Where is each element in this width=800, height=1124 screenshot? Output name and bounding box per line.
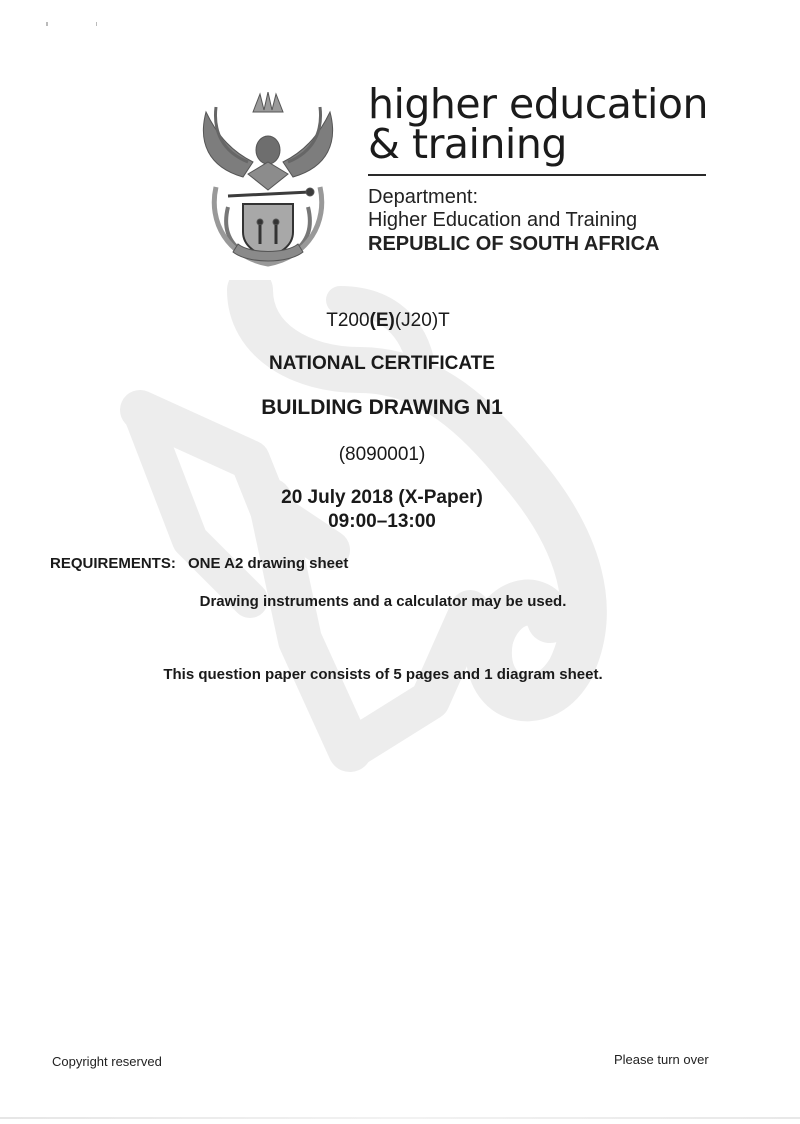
requirements-label: REQUIREMENTS: [50,555,176,572]
brand-title-line1: higher education [368,80,708,128]
department-name: Higher Education and Training [368,209,638,231]
country-name: REPUBLIC OF SOUTH AFRICA [368,233,660,255]
scan-artifact [96,22,97,26]
subject-code: (8090001) [338,444,426,465]
brand-divider [368,174,706,176]
exam-date: 20 July 2018 (X-Paper) [281,487,483,508]
paper-code [0,310,788,332]
subject-title: BUILDING DRAWING N1 [261,396,503,419]
paper-code-prefix: T200 [326,310,370,331]
turn-over-notice: Please turn over [614,1052,709,1067]
page-count-notice: This question paper consists of 5 pages and 1 diagram sheet. [163,666,603,683]
scan-artifact [46,22,48,26]
requirements-value: ONE A2 drawing sheet [188,555,349,572]
requirements [50,555,348,572]
department-logo [368,80,708,255]
brand-title-line2: & training [368,120,567,168]
coat-of-arms-icon [198,92,338,267]
page-edge [0,1117,800,1119]
copyright-notice: Copyright reserved [52,1054,162,1069]
certificate-title: NATIONAL CERTIFICATE [269,353,495,374]
exam-time: 09:00–13:00 [328,511,436,532]
department-label: Department: [368,186,479,208]
instruments-note: Drawing instruments and a calculator may be used. [199,593,567,610]
paper-code-language: (E) [369,310,395,331]
paper-code-suffix: (J20)T [394,310,450,331]
